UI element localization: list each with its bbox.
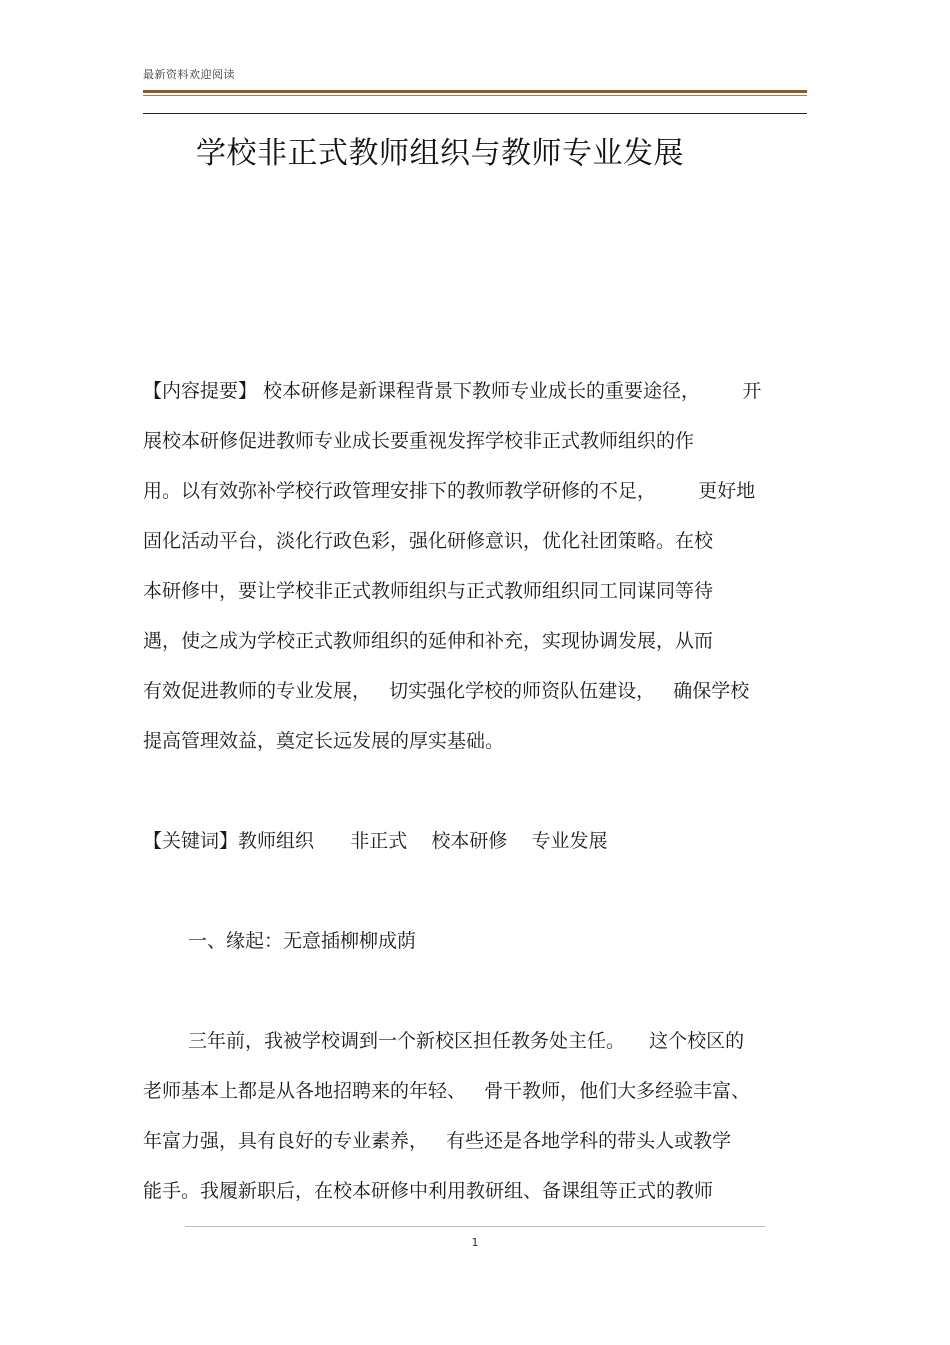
abstract-line: 提高管理效益，奠定长远发展的厚实基础。	[143, 730, 505, 752]
section-heading: 一、缘起：无意插柳柳成荫	[188, 930, 417, 952]
body-line: 三年前，我被学校调到一个新校区担任教务处主任。 这个校区的	[188, 1030, 745, 1052]
header-rule-thin	[143, 95, 807, 96]
abstract-line: 有效促进教师的专业发展， 切实强化学校的师资队伍建设， 确保学校	[143, 680, 750, 702]
body-line: 老师基本上都是从各地招聘来的年轻、 骨干教师，他们大多经验丰富、	[143, 1080, 751, 1102]
page-number: 1	[471, 1236, 479, 1249]
document-title: 学校非正式教师组织与教师专业发展	[196, 136, 684, 171]
body-line: 年富力强，具有良好的专业素养， 有些还是各地学科的带头人或教学	[143, 1130, 732, 1152]
abstract-line: 本研修中，要让学校非正式教师组织与正式教师组织同工同谋同等待	[143, 580, 714, 602]
header-rule-thick	[143, 90, 807, 93]
abstract-line: 遇，使之成为学校正式教师组织的延伸和补充，实现协调发展，从而	[143, 630, 714, 652]
running-header: 最新资料欢迎阅读	[143, 68, 235, 81]
abstract-line: 展校本研修促进教师专业成长要重视发挥学校非正式教师组织的作	[143, 430, 695, 452]
abstract-line: 【内容提要】 校本研修是新课程背景下教师专业成长的重要途径， 开	[143, 380, 762, 402]
header-rule-black	[143, 113, 807, 114]
abstract-line: 固化活动平台，淡化行政色彩，强化研修意识，优化社团策略。在校	[143, 530, 714, 552]
abstract-line: 用。以有效弥补学校行政管理安排下的教师教学研修的不足， 更好地	[143, 480, 756, 502]
body-line: 能手。我履新职后，在校本研修中利用教研组、备课组等正式的教师	[143, 1180, 714, 1202]
footer-rule	[185, 1226, 765, 1227]
keywords-line: 【关键词】教师组织 非正式 校本研修 专业发展	[143, 830, 608, 852]
